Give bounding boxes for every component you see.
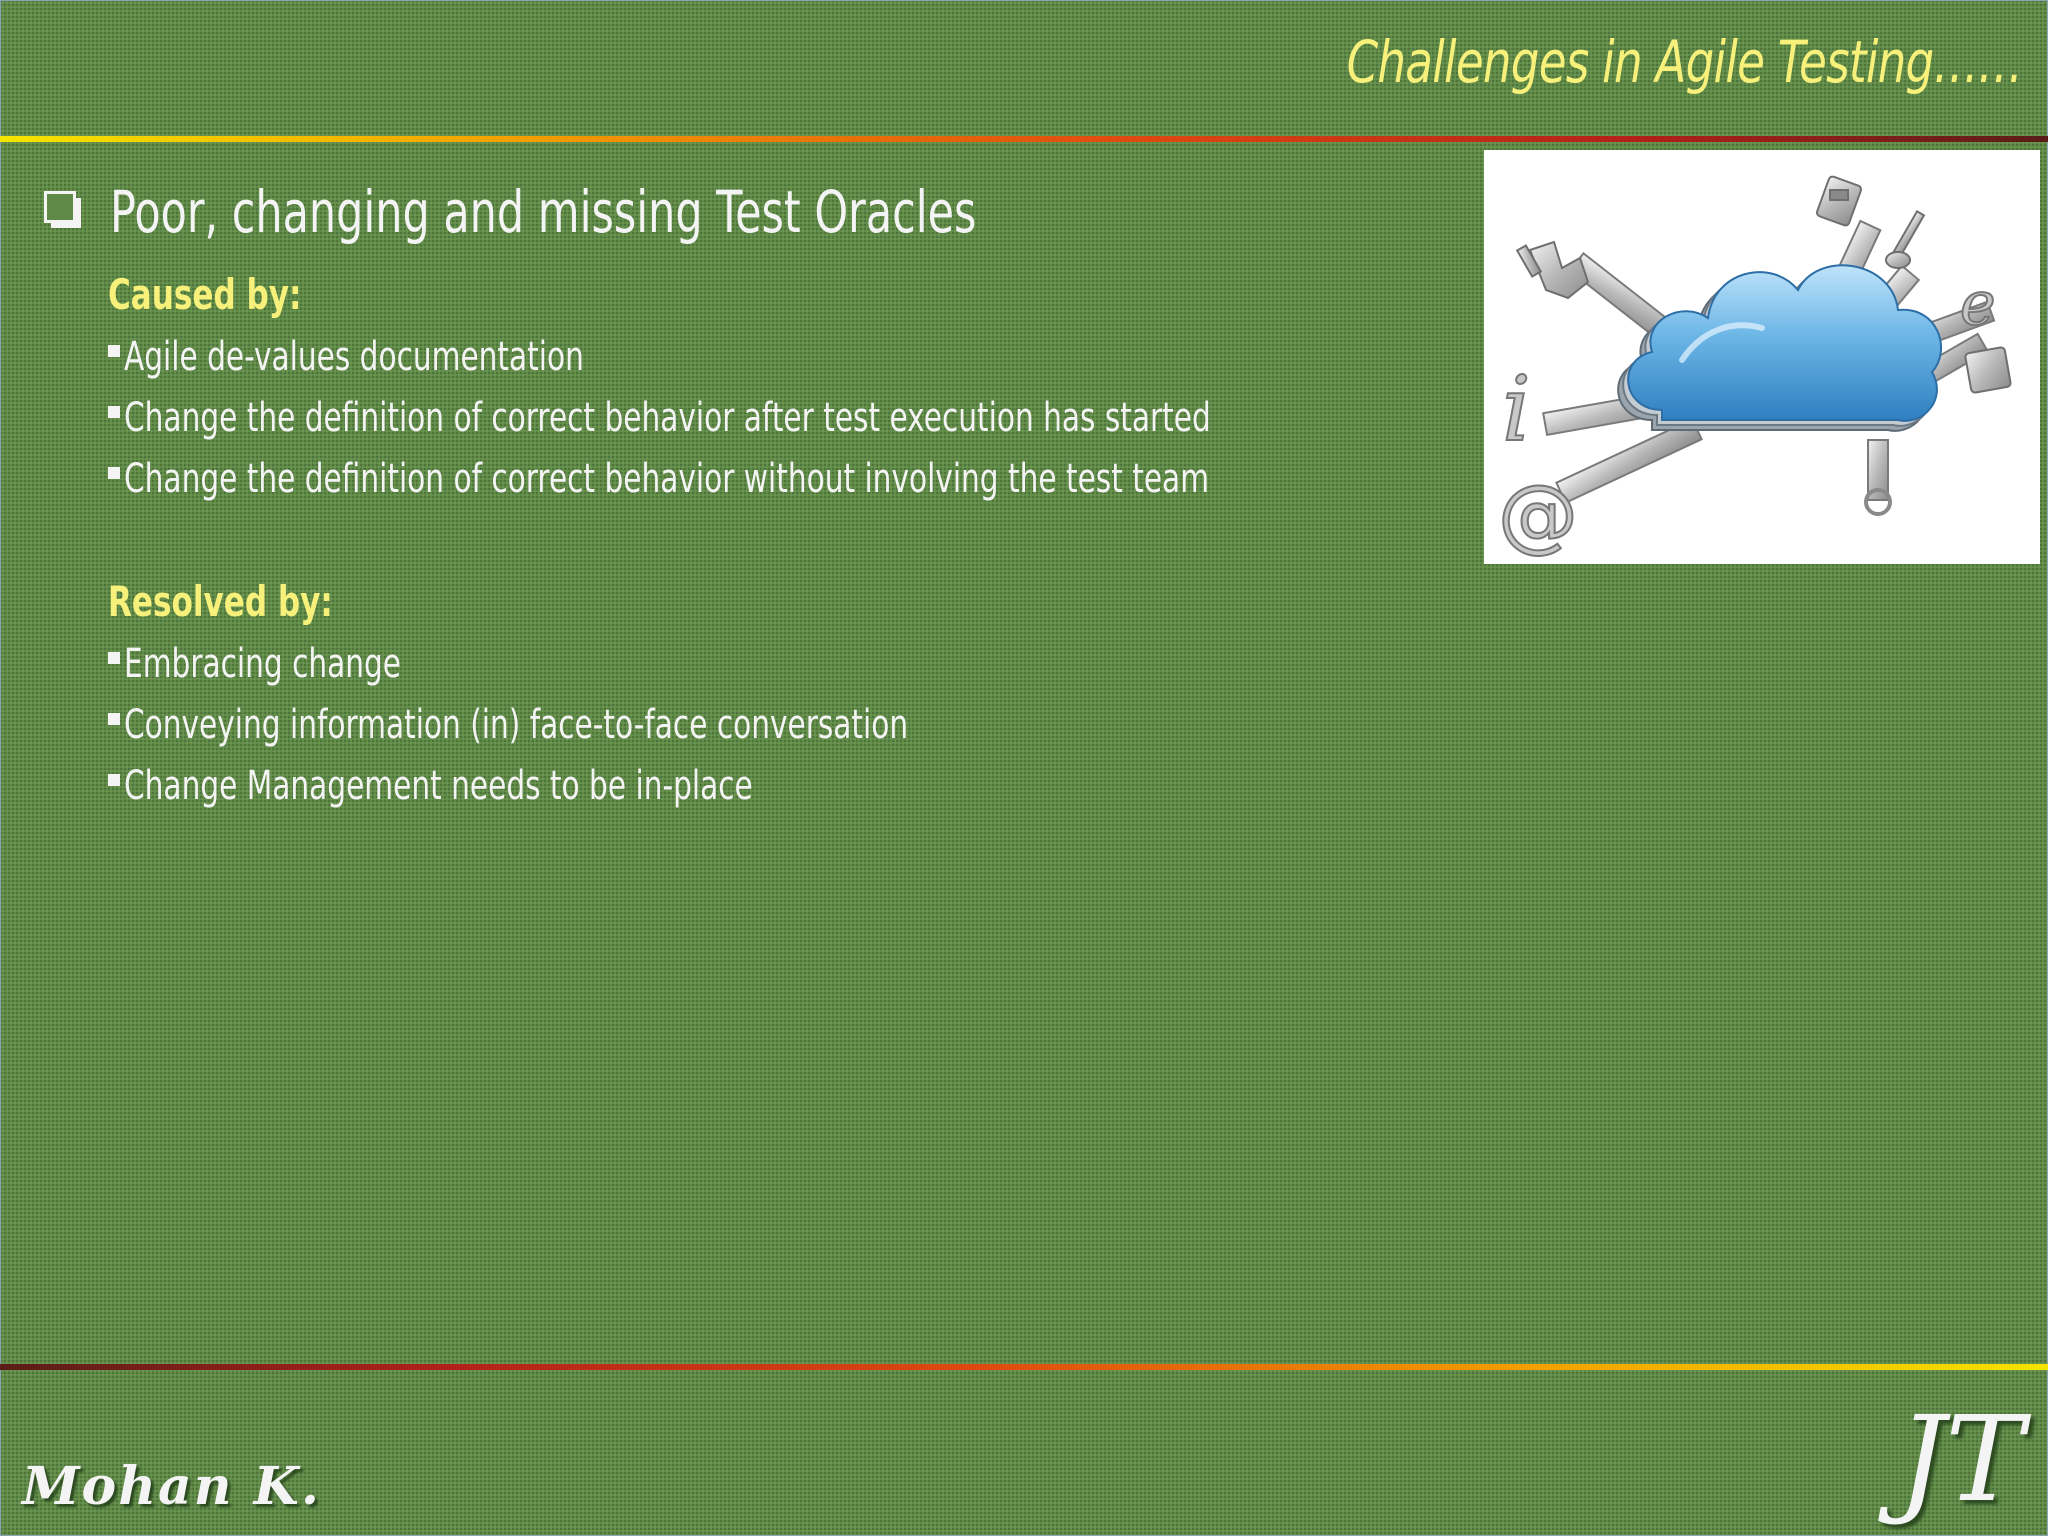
square-bullet-icon bbox=[108, 467, 120, 479]
resolved-by-list bbox=[108, 633, 1444, 816]
svg-text:i: i bbox=[1502, 357, 1531, 462]
footer-logo: JT bbox=[1897, 1390, 2024, 1528]
caused-by-label: Caused by: bbox=[108, 270, 302, 319]
list-item bbox=[108, 694, 1444, 755]
square-bullet-icon bbox=[108, 345, 120, 357]
footer-author: Mohan K. bbox=[22, 1456, 321, 1517]
list-item-text: Change the definition of correct behavior after test execution has started bbox=[124, 394, 1211, 441]
title-divider bbox=[0, 136, 2048, 142]
list-item bbox=[108, 633, 1444, 694]
slide-title: Challenges in Agile Testing…… bbox=[1346, 28, 2022, 96]
square-bullet-icon bbox=[108, 406, 120, 418]
svg-text:@: @ bbox=[1498, 468, 1578, 561]
list-item-text: Agile de-values documentation bbox=[124, 333, 584, 380]
list-item bbox=[108, 755, 1444, 816]
list-item-text: Change the definition of correct behavior without involving the test team bbox=[124, 455, 1210, 502]
cloud-computing-illustration bbox=[1484, 150, 2040, 564]
square-bullet-icon bbox=[108, 774, 120, 786]
list-item-text: Change Management needs to be in-place bbox=[124, 762, 753, 809]
footer-divider bbox=[0, 1364, 2048, 1370]
resolved-by-section bbox=[108, 571, 1444, 816]
list-item-text: Embracing change bbox=[124, 640, 402, 687]
square-bullet-icon bbox=[108, 713, 120, 725]
resolved-by-label: Resolved by: bbox=[108, 577, 333, 626]
heading-row bbox=[44, 176, 1444, 246]
checkbox-icon bbox=[44, 191, 84, 231]
list-item bbox=[108, 387, 1444, 448]
caused-by-list bbox=[108, 326, 1444, 509]
list-item-text: Conveying information (in) face-to-face conversation bbox=[124, 701, 909, 748]
caused-by-section bbox=[108, 264, 1444, 509]
cloud-icon bbox=[1484, 150, 2040, 564]
main-heading: Poor, changing and missing Test Oracles bbox=[110, 178, 977, 246]
slide-content bbox=[44, 176, 1444, 816]
svg-text:e: e bbox=[1960, 269, 1996, 339]
list-item bbox=[108, 326, 1444, 387]
list-item bbox=[108, 448, 1444, 509]
square-bullet-icon bbox=[108, 652, 120, 664]
